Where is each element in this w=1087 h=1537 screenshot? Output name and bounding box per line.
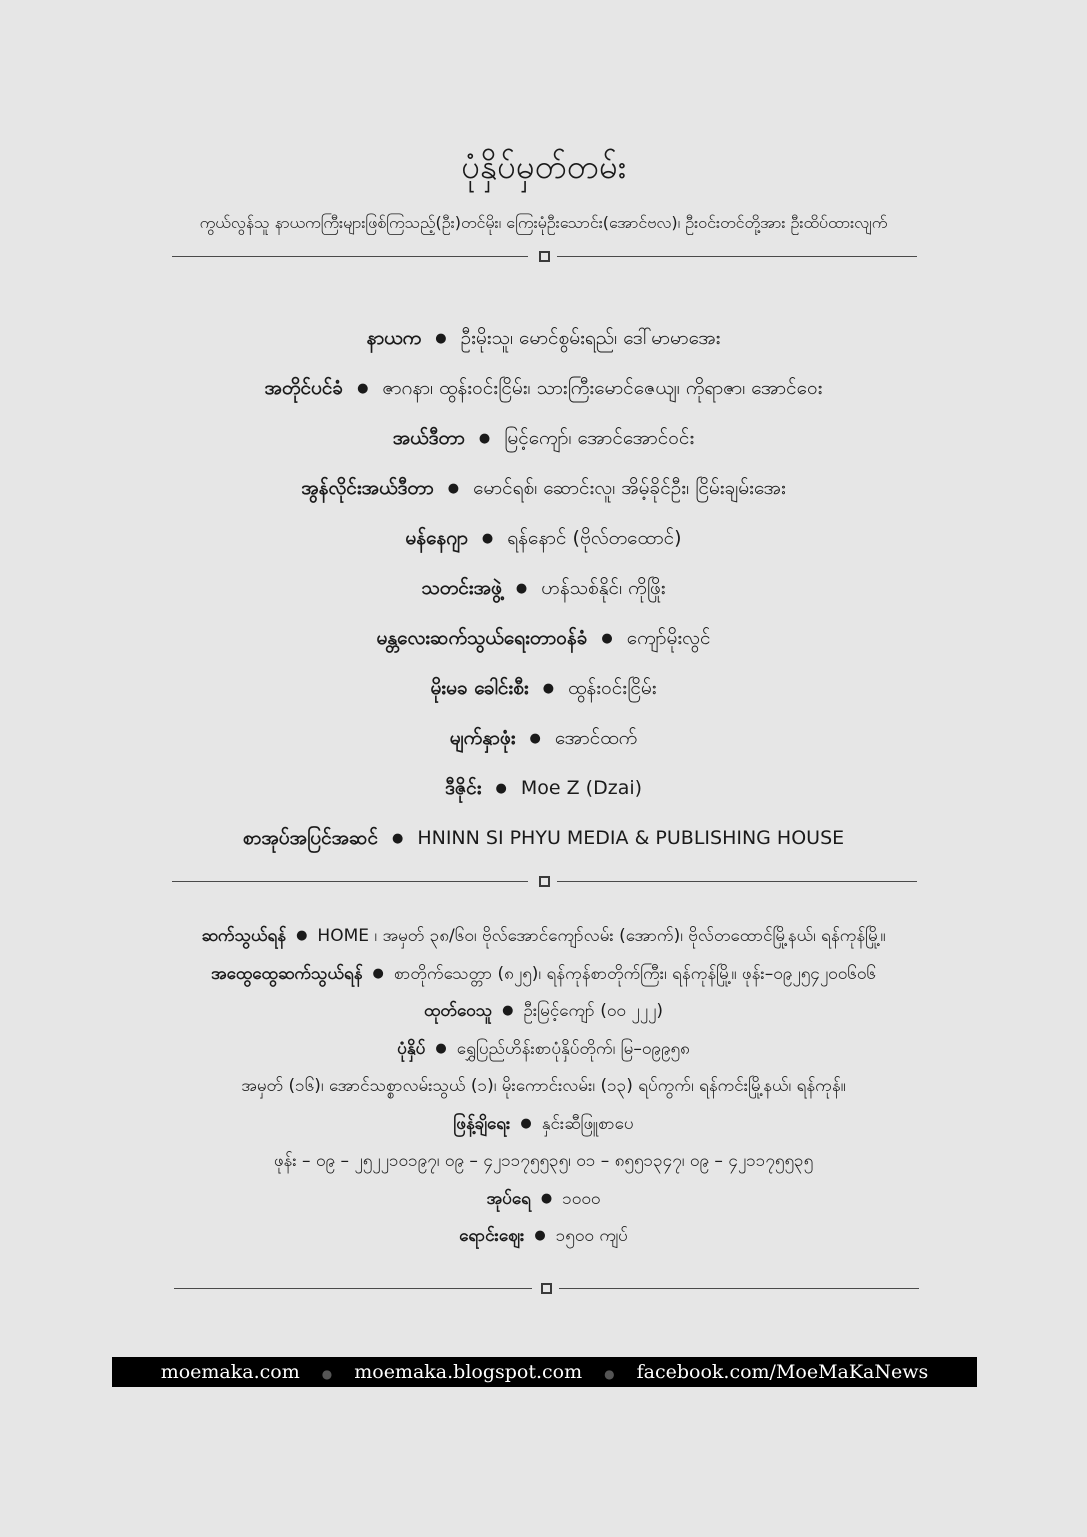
contact-label: ဆက်သွယ်ရန် (201, 926, 287, 946)
bullet-icon: ● (478, 430, 491, 446)
footer-link-blog[interactable]: moemaka.blogspot.com (354, 1361, 583, 1383)
credit-label: အတိုင်ပင်ခံ (264, 377, 344, 399)
contact-label: ရောင်းဈေး (459, 1226, 525, 1246)
divider-bottom (174, 1283, 919, 1295)
bullet-icon: ● (435, 330, 447, 346)
bullet-icon: ● (372, 965, 384, 981)
contact-value: ၁၀၀၀ (562, 1188, 601, 1209)
contact-label: ဖြန့်ချိရေး (453, 1113, 511, 1134)
bullet-icon: ● (502, 1003, 514, 1018)
contact-value: ၁၅၀၀ ကျပ် (555, 1226, 628, 1246)
divider-square-icon (539, 251, 550, 262)
footer-bar (112, 1357, 977, 1387)
bullet-icon: ● (534, 1228, 546, 1243)
bullet-icon: ● (435, 1040, 447, 1056)
credit-label: မန္တလေးဆက်သွယ်ရေးတာဝန်ခံ (376, 627, 588, 649)
contact-value: ဖုန်း – ၀၉ – ၂၅၂၂၁၀၁၉၇၊ ၀၉ – ၄၂၁၁၇၅၅၃၅၊ ၀၁ – ၈၅၅၁၃၄၇၊ ၀၉ – ၄၂၁၁၇၅၅၃၅ (273, 1151, 814, 1171)
credit-label: ဒီဇိုင်း (444, 777, 482, 799)
credit-value: ဟန်သစ်နိုင်၊ ကိုဖြိုး (541, 577, 666, 599)
credit-row (0, 768, 1087, 818)
credit-value: HNINN SI PHYU MEDIA & PUBLISHING HOUSE (417, 827, 845, 849)
credit-label: နာယက (366, 327, 422, 349)
contact-row (0, 1033, 1087, 1071)
credit-row (0, 618, 1087, 668)
credit-value: Moe Z (Dzai) (520, 777, 643, 799)
contact-row (0, 920, 1087, 958)
contact-label: ထုတ်ဝေသူ (423, 1001, 493, 1021)
credit-row (0, 568, 1087, 618)
bullet-icon: ● (391, 830, 404, 846)
contact-value: စာတိုက်သေတ္တာ (၈၂၅)၊ ရန်ကုန်စာတိုက်ကြီး၊ ရန်ကုန်မြို့။ ဖုန်း–၀၉၂၅၄၂၀၀၆၀၆ (393, 963, 876, 984)
credit-row (0, 418, 1087, 468)
credit-label: အွန်လိုင်းအယ်ဒီတာ (301, 477, 434, 499)
contact-label: အထွေထွေဆက်သွယ်ရန် (211, 963, 363, 984)
bullet-icon: ● (357, 380, 369, 396)
bullet-icon: ● (296, 928, 308, 943)
contact-row (0, 958, 1087, 996)
bullet-icon: ● (515, 580, 528, 596)
contact-value: အမှတ် (၁၆)၊ အောင်သစ္စာလမ်းသွယ် (၁)၊ မိုးကောင်းလမ်း၊ (၁၃) ရပ်ကွက်၊ ရန်ကင်းမြို့နယ်၊ ရန်ကုန်။ (241, 1076, 846, 1096)
contact-row (0, 1220, 1087, 1258)
credit-value: ကျော်မိုးလွင် (626, 627, 711, 649)
credit-row (0, 468, 1087, 518)
contact-row (0, 1145, 1087, 1183)
credit-value: ဦးမိုးသူ၊ မောင်စွမ်းရည်၊ ဒေါ်မာမာအေး (460, 327, 721, 349)
credits-list (0, 318, 1087, 868)
page-title: ပုံနှိပ်မှတ်တမ်း (460, 147, 627, 186)
bullet-icon: ● (481, 530, 494, 546)
credit-value: အောင်ထက် (554, 727, 638, 749)
contact-value: ရွှေပြည်ဟိန်းစာပုံနှိပ်တိုက်၊ မြ–၀၉၉၅၈ (456, 1038, 690, 1059)
credit-label: သတင်းအဖွဲ့ (421, 577, 502, 599)
divider-top (172, 251, 917, 263)
bullet-icon: ● (540, 1190, 553, 1206)
credit-row (0, 718, 1087, 768)
dedication-line: ကွယ်လွန်သူ နာယကကြီးများဖြစ်ကြသည့်(ဦး)တင်မိုး၊ ကြေးမုံဦးသောင်း(အောင်ဗလ)၊ ဦးဝင်းတင်တို့အား ဦးထိပ်ထားလျက် (199, 213, 888, 232)
credit-value: ရန်နောင် (ဗိုလ်တထောင်) (507, 527, 682, 549)
credit-value: မြင့်ကျော်၊ အောင်အောင်ဝင်း (504, 427, 695, 449)
credit-row (0, 518, 1087, 568)
bullet-icon: ● (447, 480, 460, 496)
bullet-icon: ● (495, 780, 507, 796)
bullet-icon: ● (542, 680, 555, 696)
credit-row (0, 818, 1087, 868)
credit-label: မျက်နှာဖုံး (449, 727, 516, 749)
contact-row (0, 995, 1087, 1033)
contact-value: HOME ၊ အမှတ် ၃၈/၆၀၊ ဗိုလ်အောင်ကျော်လမ်း (အောက်)၊ ဗိုလ်တထောင်မြို့နယ်၊ ရန်ကုန်မြို့။ (317, 926, 886, 946)
contact-row (0, 1070, 1087, 1108)
credit-row (0, 668, 1087, 718)
contact-row (0, 1108, 1087, 1146)
divider-middle (172, 876, 917, 888)
footer-bullet-icon: ● (604, 1367, 615, 1381)
footer-link-facebook[interactable]: facebook.com/MoeMaKaNews (636, 1361, 929, 1383)
credit-row (0, 318, 1087, 368)
contact-value: နှင်းဆီဖြူစာပေ (541, 1113, 634, 1134)
bullet-icon: ● (520, 1115, 532, 1131)
credit-value: ထွန်းဝင်းငြိမ်း (568, 677, 657, 699)
bullet-icon: ● (529, 730, 541, 746)
credit-value: မောင်ရစ်၊ ဆောင်းလူ၊ အိမ့်ခိုင်ဦး၊ ငြိမ်းချမ်းအေး (473, 477, 786, 499)
credit-label: စာအုပ်အပြင်အဆင် (242, 827, 378, 849)
divider-square-icon (539, 876, 550, 887)
contact-label: ပုံနှိပ် (397, 1038, 426, 1059)
credit-label: မိုးမခ ခေါင်းစီး (430, 677, 529, 699)
contact-value: ဦးမြင့်ကျော် (၀၀ ၂၂၂) (523, 1001, 664, 1021)
contact-row (0, 1183, 1087, 1221)
divider-square-icon (541, 1283, 552, 1294)
contact-list (0, 920, 1087, 1258)
credit-value: ဇာဂနာ၊ ထွန်းဝင်းငြိမ်း၊ သားကြီးမောင်ဇေယျ၊ ကိုရာဇာ၊ အောင်ဝေး (382, 377, 823, 399)
bullet-icon: ● (601, 630, 613, 646)
footer-link-website[interactable]: moemaka.com (160, 1361, 300, 1383)
credit-label: မန်နေဂျာ (405, 527, 468, 549)
contact-label: အုပ်ရေ (486, 1188, 531, 1209)
credit-label: အယ်ဒီတာ (392, 427, 465, 449)
credit-row (0, 368, 1087, 418)
footer-bullet-icon: ● (321, 1367, 333, 1381)
